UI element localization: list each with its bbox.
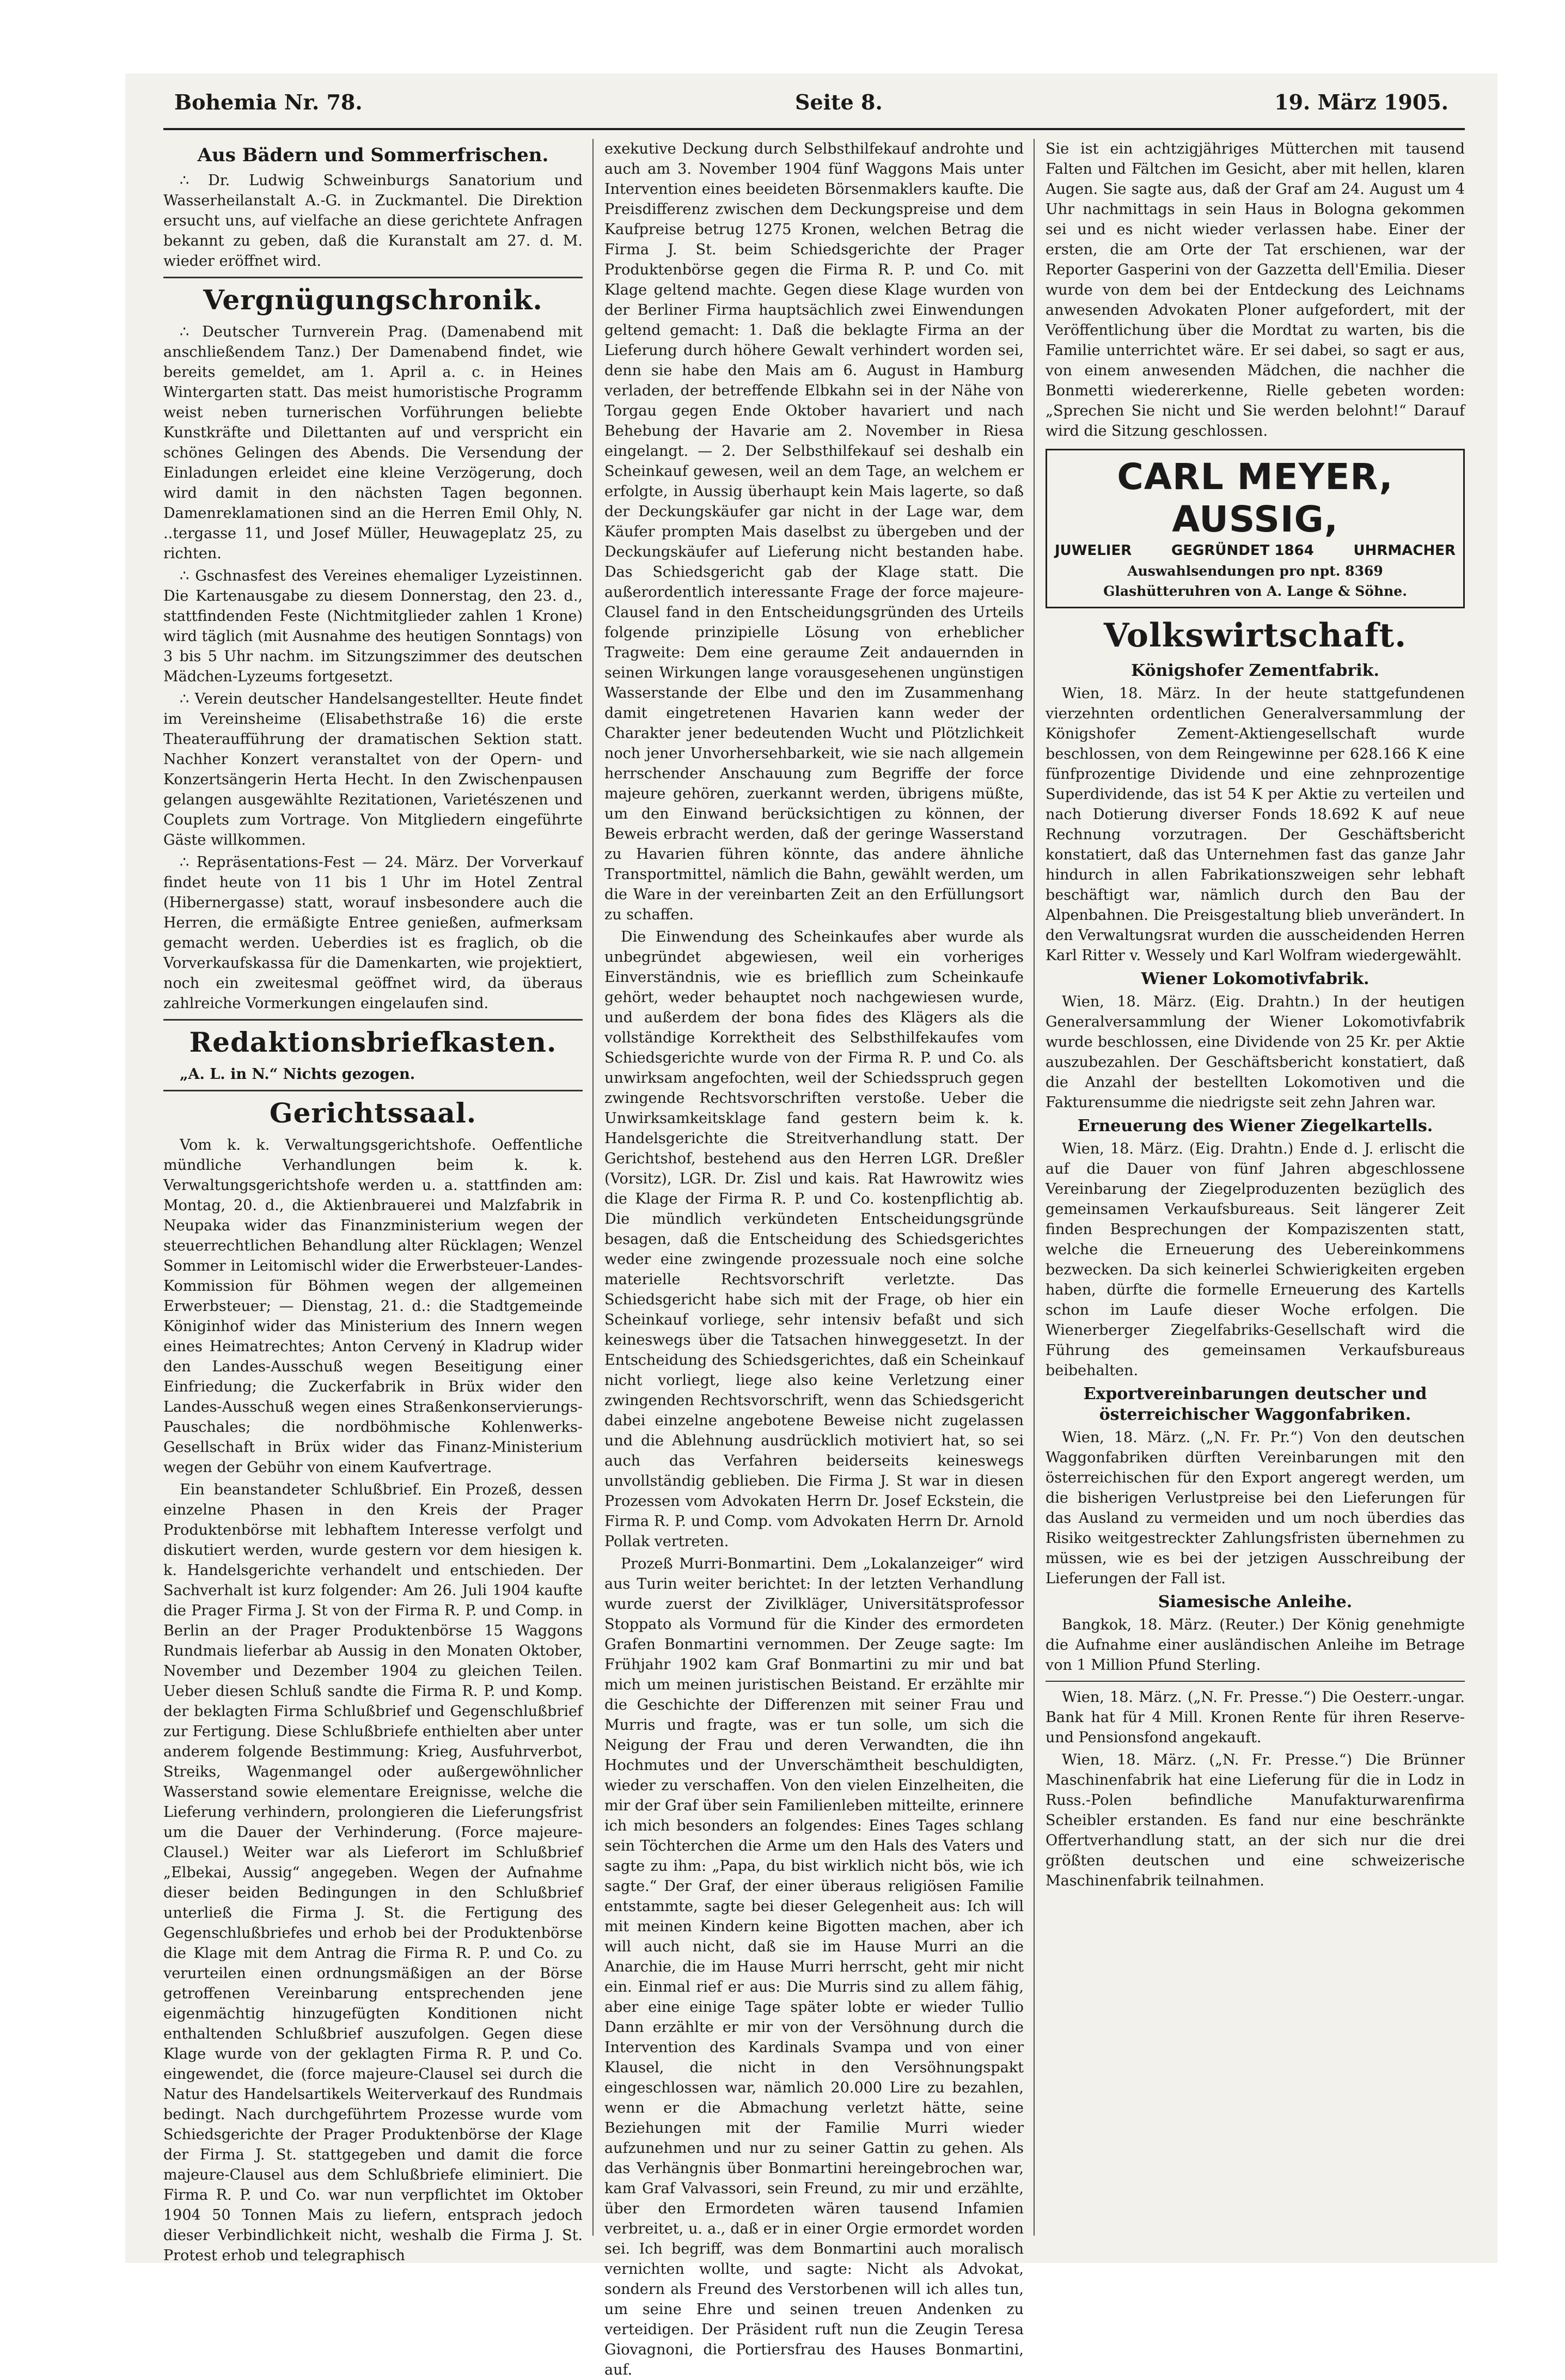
article-paragraph: Wien, 18. März. (Eig. Drahtn.) In der heutigen Generalversammlung der Wiener Lokomotivfabrik wurde beschlossen, eine Dividende von 25 Kr. per Aktie auszubezahlen. Der Geschäftsbericht konstatiert, daß die Anzahl der bestellten Lokomotiven und die Fakturensumme die niedrigste seit zehn Jahren war. [1046,993,1465,1111]
article-paragraph: Wien, 18. März. („N. Fr. Presse.“) Die Oesterr.-ungar. Bank hat für 4 Mill. Kronen Rente für ihren Reserve- und Pensionsfond angekauft. [1046,1689,1465,1746]
subheading-ziegelkartell: Erneuerung des Wiener Ziegelkartells. [1077,1116,1433,1136]
article-paragraph: Wien, 18. März. („N. Fr. Pr.“) Von den deutschen Waggonfabriken dürften Vereinbarungen mit den österreichischen für den Export angeregt werden, um die bisherigen Verlustpreise bei den Lieferungen für das Ausland zu vermeiden und um noch überdies das Risiko weitgestreckter Zahlungsfristen übernehmen zu müssen, wie es bei der jetzigen Ausschreibung der Lieferungen der Fall ist. [1046,1429,1465,1587]
ad-line-2: Auswahlsendungen pro npt. 8369 [1127,563,1383,579]
article-paragraph: ∴ Repräsentations-Fest — 24. März. Der Vorverkauf findet heute von 11 bis 1 Uhr im Hotel Zentral (Hibernergasse) statt, worauf insbesondere auch die Herren, die ermäßigte Entree genießen, aufmerksam gemacht werden. Ueberdies ist es fraglich, ob die Vorverkaufskassa für die Damenkarten, wie projektiert, noch ein zweitesmal geöffnet wird, da überaus zahlreiche Vormerkungen eingelaufen sind. [163,854,583,1012]
section-heading-volkswirtschaft: Volkswirtschaft. [1103,617,1407,655]
section-rule [163,1090,583,1091]
column-divider [1034,139,1035,2236]
header-issue: Bohemia Nr. 78. [174,90,363,114]
page-header [174,90,1448,123]
section-rule [1046,1681,1465,1682]
article-paragraph: exekutive Deckung durch Selbsthilfekauf androhte und auch am 3. November 1904 fünf Waggons Mais unter Intervention eines beeideten Börsenmaklers kaufte. Die Preisdifferenz zwischen dem Deckungspreise und dem Kaufpreise betrug 1275 Kronen, welchen Betrag die Firma J. St. beim Schiedsgerichte der Prager Produktenbörse gegen die Firma R. P. und Co. mit Klage geltend machte. Gegen diese Klage wurden von der Berliner Firma hauptsächlich zwei Einwendungen geltend gemacht: 1. Daß die beklagte Firma an der Lieferung durch höhere Gewalt verhindert worden sei, denn sie habe den Mais am 6. August in Hamburg verladen, der betreffende Elbkahn sei in der Nähe von Torgau gegen Ende Oktober havariert und nach Behebung der Havarie am 2. November in Riesa eingelangt. — 2. Der Selbsthilfekauf sei deshalb ein Scheinkauf gewesen, weil an dem Tage, an welchem er erfolgte, in Aussig überhaupt kein Mais lagerte, so daß der Deckungskäufer gar nicht in der Lage war, dem Käufer prompten Mais daselbst zu übergeben und der Deckungskäufer auf Lieferung nicht bestanden habe. Das Schiedsgericht gab der Klage statt. Die außerordentlich interessante Frage der force majeure-Clausel fand in den Entscheidungsgründen des Urteils folgende prinzipielle Lösung von erheblicher Tragweite: Dem eine geraume Zeit andauernden in seinen Wirkungen lange vorausgesehenen ungünstigen Wasserstande der Elbe und den im Zusammenhang damit eingetretenen Havarien kann weder der Charakter jener bedeutenden Wucht und Plötzlichkeit noch jener Unvorhersehbarkeit, wie sie nach allgemein herrschender Anschauung zum Begriffe der force majeure gehören, zuerkannt werden, übrigens müßte, um den Einwand berücksichtigen zu können, der Beweis erbracht werden, daß der geringe Wasserstand zu Havarien führen könnte, das andere ähnliche Transportmittel, nämlich die Bahn, gewählt werden, um die Ware in der vereinbarten Zeit an den Erfüllungsort zu schaffen. [604,141,1024,923]
header-page-number: Seite 8. [795,90,883,114]
subheading-koenigshof: Königshofer Zementfabrik. [1131,661,1379,680]
article-paragraph: ∴ Verein deutscher Handelsangestellter. Heute findet im Vereinsheime (Elisabethstraße 16) die erste Theateraufführung der dramatischen Sektion statt. Nachher Konzert veranstaltet von der Opern- und Konzertsängerin Herta Hecht. In den Zwischenpausen gelangen ausgewählte Rezitationen, Varietészenen und Couplets zum Vortrage. Von Mitgliedern eingeführte Gäste willkommen. [163,691,583,849]
article-paragraph: Wien, 18. März. („N. Fr. Presse.“) Die Brünner Maschinenfabrik hat eine Lieferung für die in Lodz in Russ.-Polen befindliche Manufakturwarenfirma Scheibler erstanden. Es fand nur eine beschränkte Offertverhandlung statt, an der sich nur die drei größten deutschen und eine schweizerische Maschinenfabrik teilnahmen. [1046,1752,1465,1889]
column-divider [592,139,594,2236]
article-paragraph: ∴ Deutscher Turnverein Prag. (Damenabend mit anschließendem Tanz.) Der Damenabend findet, wie bereits gemeldet, am 1. April a. c. in Heines Wintergarten statt. Das meist humoristische Programm weist neben turnerischen Vorführungen beliebte Kunstkräfte und Dilettanten auf und verspricht ein schönes Gelingen des Abends. Die Versendung der Einladungen erleidet eine kleine Verzögerung, doch wird damit in den nächsten Tagen begonnen. Damenreklamationen sind an die Herren Emil Ohly, N. ..tergasse 11, und Josef Müller, Heuwageplatz 25, zu richten. [163,324,583,562]
subheading-lokomotiv: Wiener Lokomotivfabrik. [1141,969,1370,988]
section-heading-baeder: Aus Bädern und Sommerfrischen. [197,144,549,166]
header-rule [163,128,1465,130]
article-paragraph: ∴ Dr. Ludwig Schweinburgs Sanatorium und Wasserheilanstalt A.-G. in Zuckmantel. Die Direktion ersucht uns, auf vielfache an diese gerichtete Anfragen bekannt zu geben, daß die Kuranstalt am 27. d. M. wieder eröffnet wird. [163,172,583,270]
article-paragraph: Vom k. k. Verwaltungsgerichtshofe. Oeffentliche mündliche Verhandlungen beim k. k. Verwaltungsgerichtshofe werden u. a. stattfinden am: Montag, 20. d., die Aktienbrauerei und Malzfabrik in Neupaka wider das Finanzministerium wegen der steuerrechtlichen Behandlung alter Rücklagen; Wenzel Sommer in Leitomischl wider die Erwerbsteuer-Landes-Kommission für Böhmen wegen der allgemeinen Erwerbsteuer; — Dienstag, 21. d.: die Stadtgemeinde Königinhof wider das Ministerium des Innern wegen eines Heimatrechtes; Anton Cervený in Kladrup wider den Landes-Ausschuß wegen Beseitigung einer Einfriedung; die Zuckerfabrik in Brüx wider den Landes-Ausschuß wegen eines Straßenkonservierungs-Pauschales; die nordböhmische Kohlenwerks-Gesellschaft in Brüx wider das Finanz-Ministerium wegen der Gebühr von einem Kaufvertrage. [163,1137,583,1476]
ad-line-3: Glashütteruhren von A. Lange & Söhne. [1103,583,1407,599]
ad-subline [1055,541,1456,561]
advertisement-carl-meyer [1046,449,1465,608]
article-paragraph: Sie ist ein achtzigjähriges Mütterchen mit tausend Falten und Fältchen im Gesicht, aber mit hellen, klaren Augen. Sie sagte aus, daß der Graf am 24. August um 4 Uhr nachmittags in sein Haus in Bologna gekommen sei und es nicht wieder verlassen habe. Einer der ersten, die am Orte der Tat erschienen, war der Reporter Gasperini von der Gazzetta dell'Emilia. Dieser wurde von dem bei der Entdeckung des Leichnams anwesenden Advokaten Ploner aufgefordert, mit der Veröffentlichung über die Mordtat zu warten, bis die Familie unterrichtet wäre. Er sei dabei, so sagt er aus, von einem anwesenden Mädchen, die nachher die Bonmetti wiedererkenne, Rielle gebeten worden: „Sprechen Sie nicht und Sie werden belohnt!“ Darauf wird die Sitzung geschlossen. [1046,141,1465,440]
section-rule [163,1019,583,1021]
article-paragraph: Bangkok, 18. März. (Reuter.) Der König genehmigte die Aufnahme einer ausländischen Anleihe im Betrage von 1 Million Pfund Sterling. [1046,1616,1465,1674]
newspaper-page [125,74,1497,2378]
ad-left: JUWELIER [1055,542,1132,559]
article-paragraph: „A. L. in N.“ Nichts gezogen. [180,1066,415,1083]
ad-center: GEGRÜNDET 1864 [1171,542,1314,559]
section-heading-redaktion: Redaktionsbriefkasten. [189,1026,557,1058]
article-paragraph: ∴ Gschnasfest des Vereines ehemaliger Lyzeistinnen. Die Kartenausgabe zu diesem Donnerstag, den 23. d., stattfindenden Feste (Nichtmitglieder zahlen 1 Krone) wird täglich (mit Ausnahme des heutigen Sonntags) von 3 bis 5 Uhr nachm. im Sitzungszimmer des deutschen Mädchen-Lyzeums fortgesetzt. [163,567,583,685]
article-paragraph: Wien, 18. März. (Eig. Drahtn.) Ende d. J. erlischt die auf die Dauer von fünf Jahren abgeschlossene Vereinbarung der Ziegelproduzenten bezüglich des gemeinsamen Verkaufsbureaus. Seit längerer Zeit finden Besprechungen der Kompaziszenten statt, welche die Erneuerung des Uebereinkommens bezwecken. Da sich keinerlei Schwierigkeiten ergeben haben, dürfte die formelle Erneuerung des Kartells schon im Laufe dieser Woche erfolgen. Die Wienerberger Ziegelfabriks-Gesellschaft wird die Führung des gemeinsamen Verkaufsbureaus beibehalten. [1046,1140,1465,1379]
subheading-siam: Siamesische Anleihe. [1158,1592,1353,1612]
section-rule [163,277,583,278]
ad-company-name: CARL MEYER, AUSSIG, [1117,456,1393,540]
article-paragraph: Wien, 18. März. In der heute stattgefundenen vierzehnten ordentlichen Generalversammlung der Königshofer Zement-Aktiengesellschaft wurde beschlossen, von dem Reingewinne per 628.166 K eine fünfprozentige Dividende und eine zehnprozentige Superdividende, das ist 54 K per Aktie zu verteilen und nach Dotierung diverser Fonds 18.692 K auf neue Rechnung vorzutragen. Der Geschäftsbericht konstatiert, daß das Unternehmen fast das ganze Jahr hindurch in allen Fabrikationszweigen sehr lebhaft beschäftigt war, nämlich durch den Bau der Alpenbahnen. Die Preisgestaltung blieb unverändert. In den Verwaltungsrat wurden die ausscheidenden Herren Karl Ritter v. Wessely und Karl Wolfram wiedergewählt. [1046,685,1465,964]
article-paragraph: Ein beanstandeter Schlußbrief. Ein Prozeß, dessen einzelne Phasen in den Kreis der Prager Produktenbörse mit lebhaftem Interesse verfolgt und diskutiert werden, wurde gestern vor dem hiesigen k. k. Handelsgerichte verhandelt und entschieden. Der Sachverhalt ist kurz folgender: Am 26. Juli 1904 kaufte die Prager Firma J. St von der Firma R. P. und Comp. in Berlin an der Prager Produktenbörse 15 Waggons Rundmais lieferbar ab Aussig in den Monaten Oktober, November und Dezember 1904 zu gleichen Teilen. Ueber diesen Schluß sandte die Firma R. P. und Komp. der beklagten Firma Schlußbrief und Gegenschlußbrief zur Fertigung. Diese Schlußbriefe enthielten aber unter anderem folgende Bestimmung: Krieg, Ausfuhrverbot, Streiks, Wagenmangel oder außergewöhnlicher Wasserstand sowie elementare Ereignisse, welche die Lieferung verhindern, prolongieren die Lieferungsfrist um die Dauer der Verhinderung. (Force majeure-Clausel.) Weiter war als Lieferort im Schlußbrief „Elbekai, Aussig“ angegeben. Wegen der Aufnahme dieser beiden Bedingungen in den Schlußbrief unterließ die Firma J. St. die Fertigung des Gegenschlußbriefes und erhob bei der Produktenbörse die Klage mit dem Antrag die Firma R. P. und Co. zu verurteilen einen ordnungsmäßigen an der Börse getroffenen Vereinbarung entsprechenden jene eigenmächtig hinzugefügten Konditionen nicht enthaltenden Schlußbrief auszufolgen. Gegen diese Klage wurde von der geklagten Firma R. P. und Co. eingewendet, die (force majeure-Clausel sei durch die Natur des Handelsartikels Weiterverkauf des Rundmais bedingt. Nach durchgeführtem Prozesse wurde vom Schiedsgerichte der Prager Produktenbörse der Klage der Firma J. St. stattgegeben und damit die force majeure-Clausel aus dem Schlußbriefe eliminiert. Die Firma R. P. und Co. war nun verpflichtet im Oktober 1904 50 Tonnen Mais zu liefern, entsprach jedoch dieser Verbindlichkeit nicht, weshalb die Firma J. St. Protest erhob und telegraphisch [163,1481,583,2264]
ad-right: UHRMACHER [1353,542,1456,559]
column-1 [163,139,583,2264]
article-paragraph: Die Einwendung des Scheinkaufes aber wurde als unbegründet abgewiesen, weil ein vorheriges Einverständnis, wie es briefllich zum Scheinkaufe gehört, weder behauptet noch nachgewiesen wurde, und außerdem der bona fides des Klägers als die vollständige Korrektheit des Selbsthilfekaufes vom Schiedsgerichte wurde von der Firma R. P. und Co. als unwirksam angefochten, weil der Schiedsspruch gegen zwingende Rechtsvorschriften verstoße. Ueber die Unwirksamkeitsklage fand gestern beim k. k. Handelsgerichte die Streitverhandlung statt. Der Gerichtshof, bestehend aus den Herren LGR. Dreßler (Vorsitz), LGR. Dr. Zisl und kais. Rat Hawrowitz wies die Klage der Firma R. P. und Co. kostenpflichtig ab. Die mündlich verkündeten Entscheidungsgründe besagen, daß die Entscheidung des Schiedsgerichtes weder eine zwingende prozessuale noch eine solche materielle Rechtsvorschrift verletzte. Das Schiedsgericht habe sich mit der Frage, ob hier ein Scheinkauf vorliege, sehr intensiv befaßt und sich keineswegs über die Tatsachen hinweggesetzt. In der Entscheidung des Schiedsgerichtes, daß ein Scheinkauf nicht vorliegt, liege also keine Verletzung einer zwingenden Rechtsvorschrift, wenn das Schiedsgericht dabei einzelne angebotene Beweise nicht zugelassen und die Ablehnung ausdrücklich motiviert hat, so sei auch das Verfahren beiderseits keineswegs unvollständig geblieben. Die Firma J. St war in diesen Prozessen vom Advokaten Herrn Dr. Josef Eckstein, die Firma R. P. und Comp. vom Advokaten Herrn Dr. Arnold Pollak vertreten. [604,929,1024,1550]
column-3 [1046,139,1465,2236]
header-date: 19. März 1905. [1274,90,1448,114]
article-paragraph: Prozeß Murri-Bonmartini. Dem „Lokalanzeiger“ wird aus Turin weiter berichtet: In der letzten Verhandlung wurde zuerst der Zivilkläger, Universitätsprofessor Stoppato als Vormund für die Kinder des ermordeten Grafen Bonmartini vernommen. Der Zeuge sagte: Im Frühjahr 1902 kam Graf Bonmartini zu mir und bat mich um meinen juristischen Beistand. Er erzählte mir die Geschichte der Differenzen mit seiner Frau und Murris und fragte, was er tun solle, um sich die Neigung der Frau und deren Verwandten, die ihn Hochmutes und der Unverschämtheit beschuldigten, wieder zu verschaffen. Von den vielen Einzelheiten, die mir der Graf über sein Familienleben mitteilte, erinnere ich mich besonders an folgendes: Eines Tages schlang sein Töchterchen die Arme um den Hals des Vaters und sagte zu ihm: „Papa, du bist wirklich nicht bös, wie ich sagte.“ Der Graf, der einer überaus religiösen Familie entstammte, sagte bei dieser Gelegenheit aus: Ich will mit meinen Kindern keine Bigotten machen, aber ich will auch nicht, daß sie im Hause Murri an die Anarchie, die im Hause Murri herrscht, geht mir nicht ein. Einmal rief er aus: Die Murris sind zu allem fähig, aber eine einige Tage später lobte er wieder Tullio Dann erzählte er mir von der Versöhnung durch die Intervention des Kardinals Svampa und von einer Klausel, die nicht in den Versöhnungspakt eingeschlossen war, nämlich 20.000 Lire zu bezahlen, wenn er die Abmachung verletzt hätte, seine Beziehungen mit der Familie Murri wieder aufzunehmen und nur zu seiner Gattin zu gehen. Als das Verhängnis über Bonmartini hereingebrochen war, kam Graf Valvassori, sein Freund, zu mir und erzählte, über den Ermordeten wären tausend Infamien verbreitet, u. a., daß er in einer Orgie ermordet worden sei. Ich begriff, was dem Bonmartini auch moralisch vernichten wollte, und sagte: Nicht als Advokat, sondern als Freund des Verstorbenen will ich alles tun, um seine Ehre und seinen treuen Andenken zu verteidigen. Der Präsident ruft nun die Zeugin Teresa Giovagnoni, die Portiersfrau des Hauses Bonmartini, auf. [604,1555,1024,2378]
subheading-export: Exportvereinbarungen deutscher und österreichischer Waggonfabriken. [1083,1384,1427,1424]
section-heading-gericht: Gerichtssaal. [269,1097,477,1129]
column-2 [604,139,1024,2378]
section-heading-vergnuegung: Vergnügungschronik. [203,284,543,316]
